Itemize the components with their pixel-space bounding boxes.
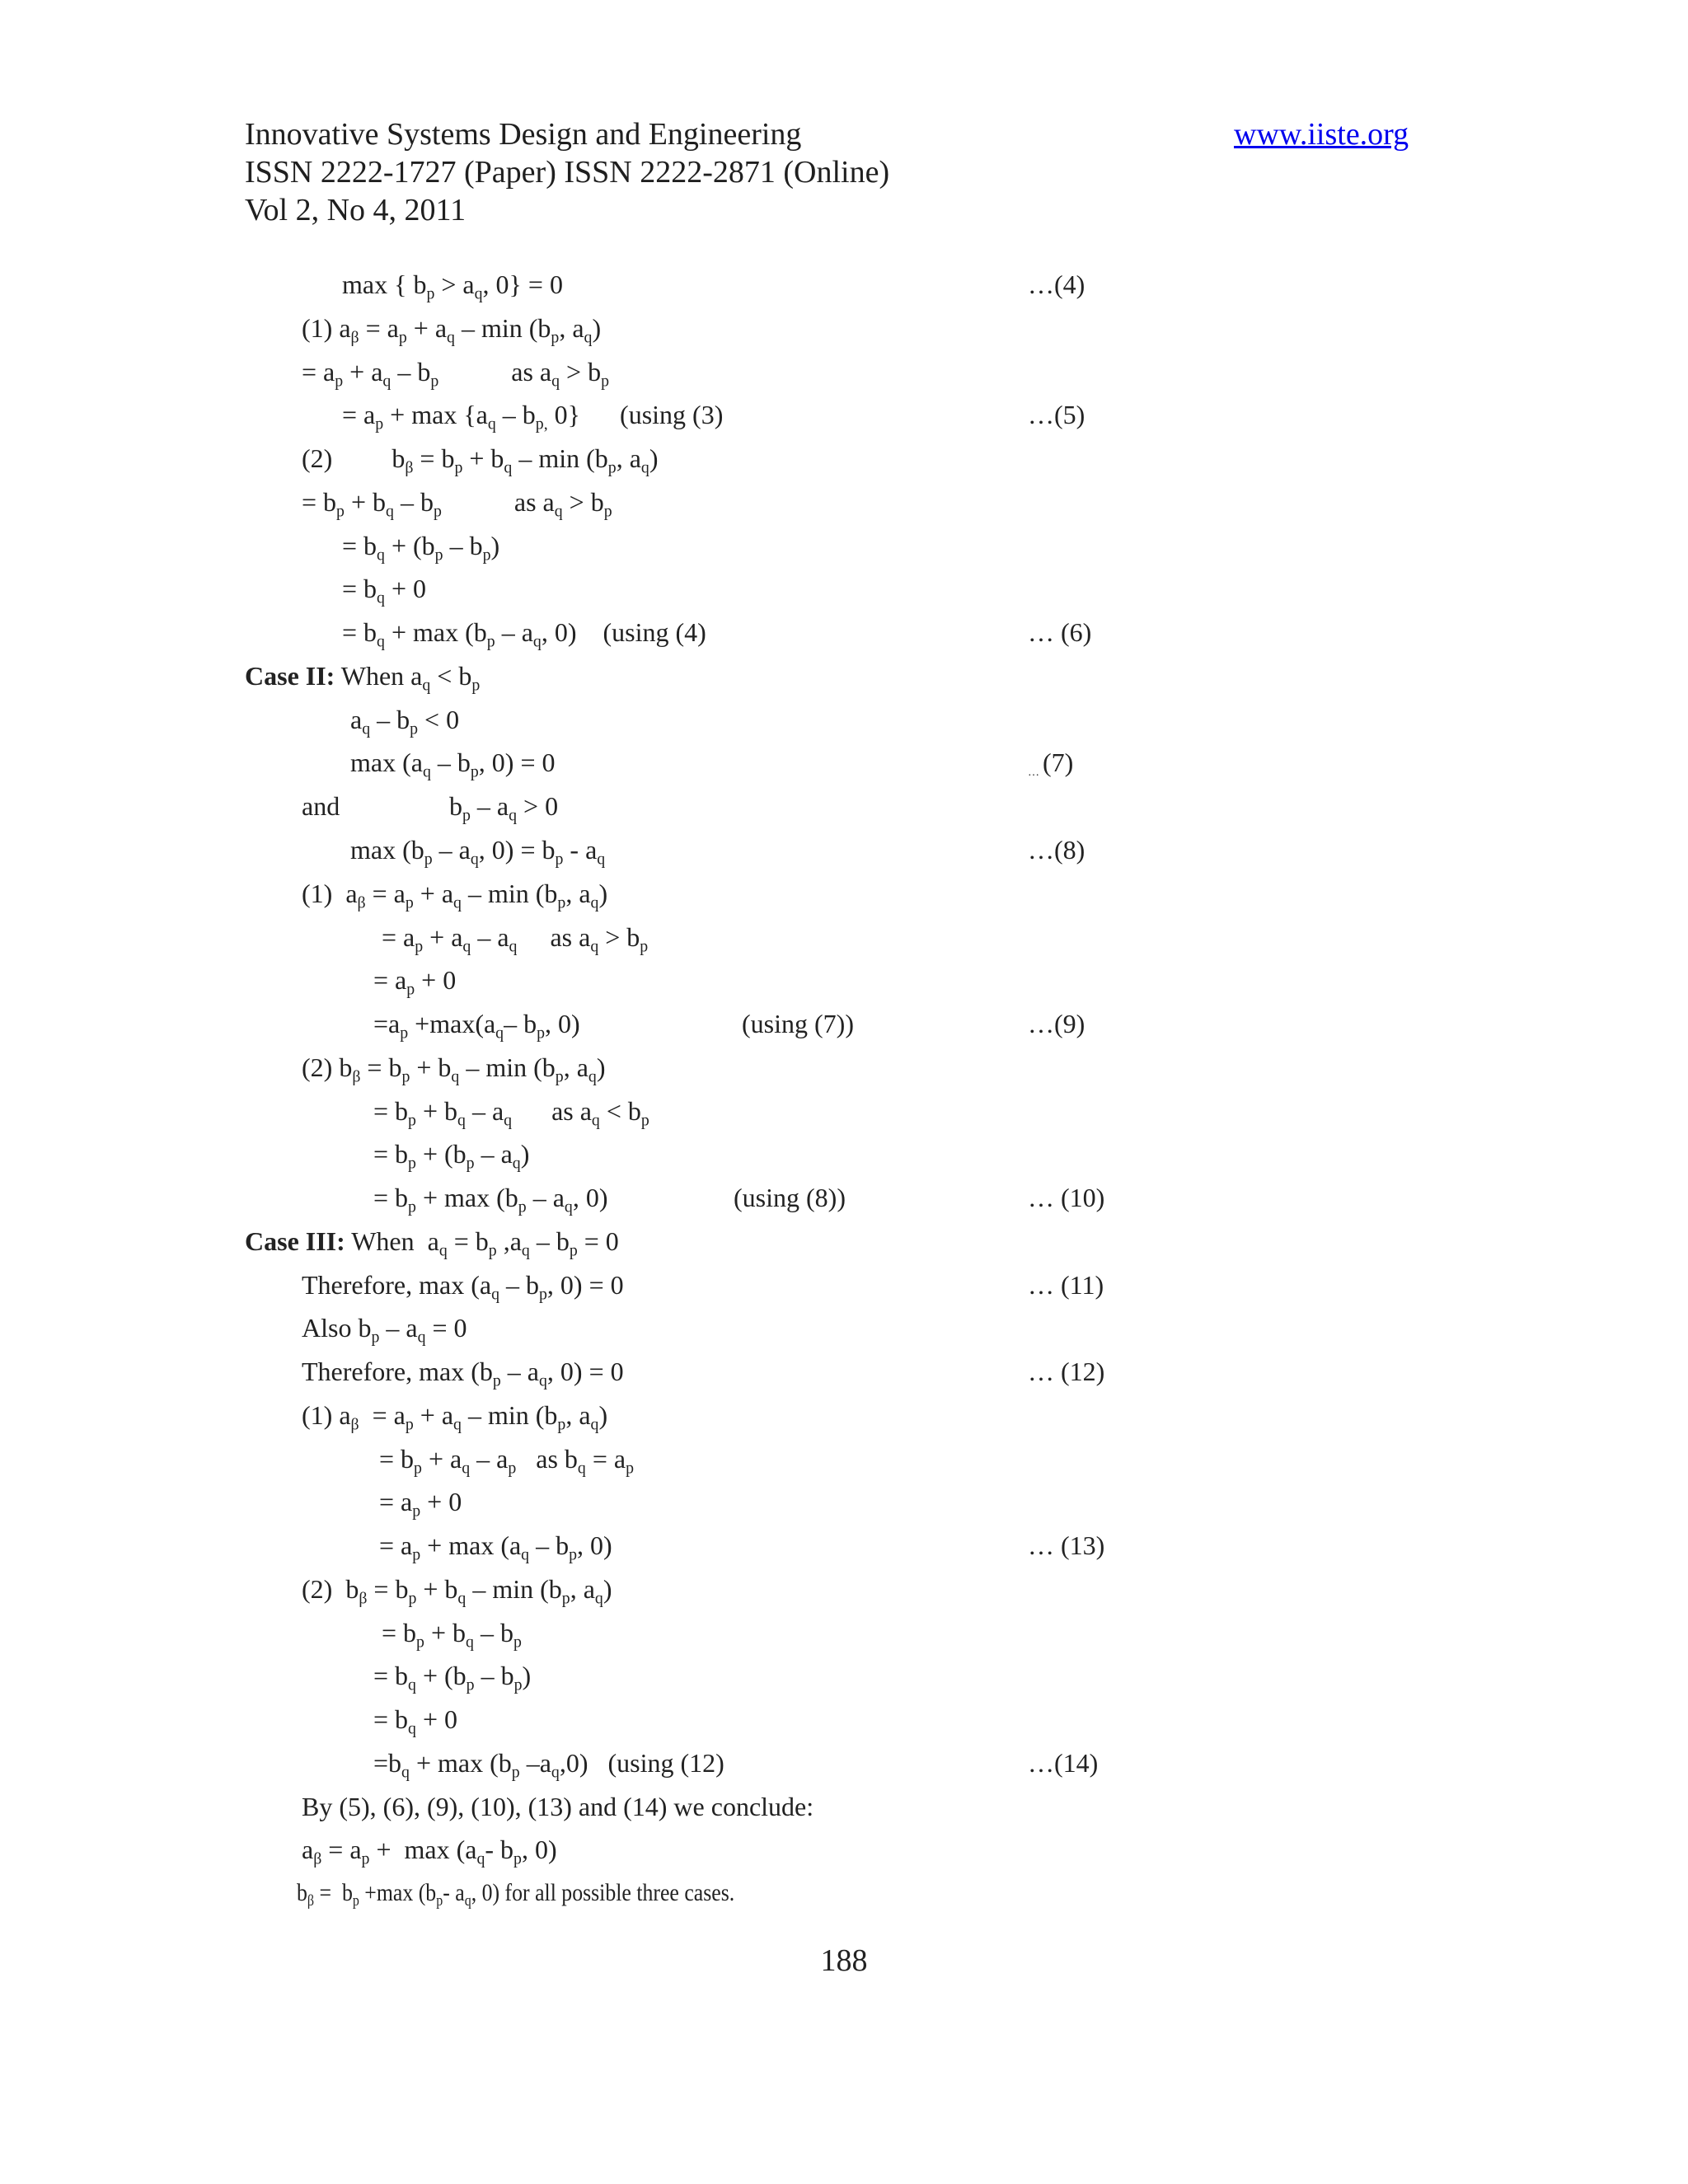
page-number: 188 <box>820 1943 868 1978</box>
math-line: $=a_p +\max(a_q-$ $b_p$, 0) <box>373 1009 580 1043</box>
case-ii-line: Case II: When $a_q < b_p$ <box>245 661 481 695</box>
equation-number: …(5) <box>1028 400 1085 429</box>
math-line: = $b_p + b_q - a_q$ as $a_q < b_p$ <box>373 1096 649 1130</box>
math-line: = $b_q + \max (b_p - a_q$, 0) (using (4) <box>342 617 706 651</box>
math-line: = $a_p + 0$ <box>379 1487 462 1521</box>
math-line: = $b_q + 0$ <box>342 574 427 607</box>
journal-title: Innovative Systems Design and Engineering <box>245 117 802 152</box>
equation-number: …(14) <box>1028 1748 1099 1778</box>
equation-number: … (6) <box>1028 617 1092 647</box>
math-line: $=b_q + \max (b_p$ $-a_q,0$) (using (12) <box>373 1748 724 1782</box>
math-line: (2) $b_\beta = b_p + b_q - \min (b_p$, $a_q$) <box>302 1574 612 1608</box>
equation-number: …(8) <box>1028 835 1085 865</box>
math-line: Therefore, $\max (b_p - a_q$, 0) = 0 <box>302 1357 624 1390</box>
math-line: = $a_p + \max \{a_q - b_{p,}$ 0} (using (3) <box>342 400 724 434</box>
math-line: = $a_p + a_q - a_q$ as $a_q > b_p$ <box>382 922 649 956</box>
math-line: $a_q - b_p < 0$ <box>350 705 460 738</box>
issn-line: ISSN 2222-1727 (Paper) ISSN 2222-2871 (Online) <box>245 155 890 190</box>
math-line: = $b_q + (b_p - b_p)$ <box>373 1661 532 1694</box>
math-line: = $b_q + 0$ <box>373 1704 458 1738</box>
math-line: max { $b_p > a_q$, 0} = 0 <box>342 269 563 303</box>
math-line: (1) $a_\beta = a_p + a_q - \min (b_p$, $a_q$) <box>302 1400 608 1434</box>
equation-number-dots: … <box>1028 766 1039 779</box>
math-line: (1) $a_\beta = a_p + a_q - \min (b_p$, $a_q$) <box>302 313 602 347</box>
math-line: (1) $a_\beta = a_p + a_q - \min (b_p$, $a_q$) <box>302 879 608 912</box>
result-b-beta: $b_\beta = b_p +\max$ ($b_p-$ $a_q$, 0) for all possible three cases. <box>297 1879 735 1910</box>
equation-number: (7) <box>1043 748 1074 777</box>
website-link[interactable]: www.iiste.org <box>1234 117 1409 152</box>
math-line: = $a_p + \max (a_q - b_p$, 0) <box>379 1530 612 1564</box>
case-iii-label: Case III: <box>245 1226 345 1256</box>
equation-number: …(4) <box>1028 269 1085 299</box>
math-line: (using (7)) <box>742 1009 854 1038</box>
math-line: (2) $b_\beta = b_p + b_q - \min (b_p$, $a_q$) <box>302 443 659 477</box>
case-ii-label: Case II: <box>245 661 335 691</box>
equation-number: …(9) <box>1028 1009 1085 1038</box>
math-line: and <box>302 791 340 821</box>
math-line: $\max (b_p - a_q$, $0) = b_p - a_q$ <box>350 835 606 869</box>
math-line: = $b_p + \max (b_p - a_q$, 0) <box>373 1183 608 1216</box>
math-line: Therefore, $\max (a_q - b_p$, 0) = 0 <box>302 1270 624 1304</box>
equation-number: … (10) <box>1028 1183 1105 1212</box>
case-iii-line: Case III: When $a_q = b_p$ $,a_q - b_p = 0$ <box>245 1226 619 1260</box>
conclusion-text: By (5), (6), (9), (10), (13) and (14) we conclude: <box>302 1792 814 1821</box>
volume-line: Vol 2, No 4, 2011 <box>245 193 467 227</box>
math-line: = $b_p + b_q - b_p$ <box>382 1618 522 1652</box>
math-line: = $b_p + (b_p - a_q)$ <box>373 1139 530 1173</box>
math-line: = $a_p + a_q - b_p$ as $a_q > b_p$ <box>302 357 610 391</box>
equation-number: … (13) <box>1028 1530 1105 1560</box>
math-line: = $a_p + 0$ <box>373 965 457 999</box>
math-line: (2) $b_\beta = b_p + b_q - \min (b_p$, $a_q$) <box>302 1052 606 1086</box>
math-line: = $b_p + a_q - a_p$ as $b_q = a_p$ <box>379 1444 635 1478</box>
math-line: $b_p - a_q > 0$ <box>449 791 559 825</box>
result-a-beta: $a_\beta = a_p + \max (a_q-$ $b_p$, 0) <box>302 1835 557 1868</box>
math-line: = $b_q + (b_p - b_p)$ <box>342 531 500 565</box>
math-line: = $b_p + b_q - b_p$ as $a_q > b_p$ <box>302 487 612 521</box>
equation-number: … (12) <box>1028 1357 1105 1386</box>
math-line: $\max (a_q - b_p$, 0) = 0 <box>350 748 556 781</box>
math-line: Also $b_p - a_q = 0$ <box>302 1313 467 1347</box>
math-line: (using (8)) <box>734 1183 846 1212</box>
equation-number: … (11) <box>1028 1270 1104 1300</box>
